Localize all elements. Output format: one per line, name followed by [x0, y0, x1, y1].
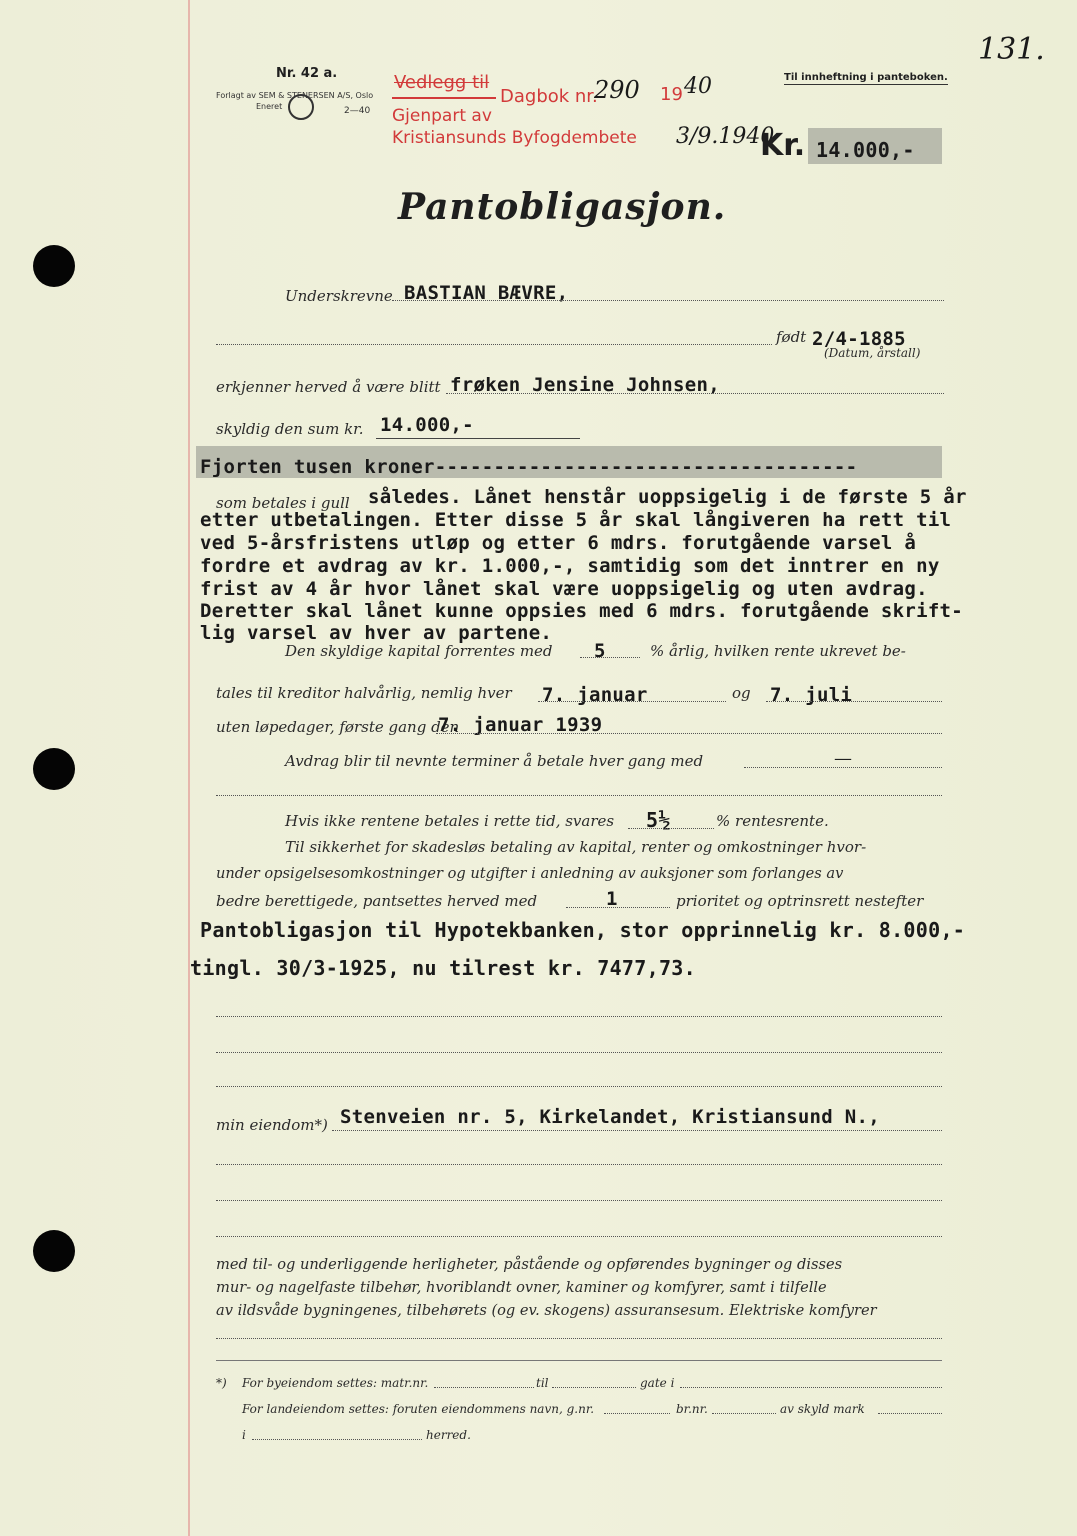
installment-line-2	[216, 795, 942, 796]
footnote-herred-line	[252, 1439, 422, 1440]
stamp-dagbok-label: Dagbok nr.	[500, 86, 598, 107]
footnote-city-c: gate i	[640, 1376, 675, 1390]
penalty-line	[628, 828, 714, 829]
creditor-label: erkjenner herved å være blitt	[216, 378, 441, 396]
property-line	[332, 1130, 942, 1131]
sum-words: Fjorten tusen kroner------------------------------------	[200, 456, 858, 478]
blank-line-2	[216, 1052, 942, 1053]
prior-line-1: Pantobligasjon til Hypotekbanken, stor opprinnelig kr. 8.000,-	[200, 918, 966, 942]
security-line-2: under opsigelsesomkostninger og utgifter i anledning av auksjoner som forlanges av	[216, 865, 844, 882]
pay-date-1: 7. januar	[542, 684, 648, 706]
priority-value: 1	[606, 888, 618, 910]
form-number: Nr. 42 a.	[276, 66, 338, 81]
payment-label: som betales i gull	[216, 494, 350, 512]
footnote-rural-line-2	[712, 1413, 776, 1414]
rights-note: Eneret	[256, 102, 283, 111]
security-line-1: Til sikkerhet for skadesløs betaling av kapital, renter og omkostninger hvor-	[285, 838, 867, 856]
installment-value: —	[834, 748, 852, 769]
blank-line-3	[216, 1086, 942, 1087]
pay-date-2: 7. juli	[770, 684, 853, 706]
priority-label-a: bedre berettigede, pantsettes herved med	[216, 892, 538, 910]
edition: 2—40	[344, 106, 371, 116]
stamp-vedlegg-struck: Vedlegg til	[394, 72, 490, 93]
born-hint: (Datum, årstall)	[824, 346, 921, 360]
appurtenance-line-1: med til- og underliggende herligheter, påstående og opførendes bygninger og disses	[216, 1256, 843, 1273]
sum-line	[376, 438, 580, 439]
payment-line-4: fordre et avdrag av kr. 1.000,-, samtidig som det inntrer en ny	[200, 555, 940, 577]
footnote-city-line-2	[552, 1387, 636, 1388]
penalty-label-a: Hvis ikke rentene betales i rette tid, svares	[285, 812, 615, 830]
creditor-name: frøken Jensine Johnsen,	[450, 374, 720, 396]
blank-line-6	[216, 1236, 942, 1237]
interest-label-a: Den skyldige kapital forrentes med	[285, 642, 553, 660]
undersigned-name: BASTIAN BÆVRE,	[404, 282, 569, 304]
pay-date-1-line	[538, 701, 726, 702]
payment-line-7: lig varsel av hver av partene.	[200, 622, 553, 644]
footnote-rural-c: av skyld mark	[780, 1402, 865, 1416]
publisher-logo-icon	[288, 94, 314, 120]
sum-label: skyldig den sum kr.	[216, 420, 364, 438]
appurtenance-line-3: av ildsvåde bygningenes, tilbehørets (og ev. skogens) assuransesum. Elektriske komfyrer	[216, 1302, 877, 1319]
year-hand: 40	[684, 74, 712, 99]
property-label: min eiendom*)	[216, 1116, 328, 1134]
stamp-year: 19	[660, 84, 683, 105]
punch-hole-top	[33, 245, 75, 287]
footnote-rural-a: For landeiendom settes: foruten eiendommens navn, g.nr.	[242, 1402, 595, 1416]
payment-line-1: således. Lånet henstår uoppsigelig i de første 5 år	[368, 486, 967, 508]
priority-label-b: prioritet og optrinsrett nestefter	[676, 892, 924, 910]
pay-label: tales til kreditor halvårlig, nemlig hver	[216, 684, 512, 702]
installment-label: Avdrag blir til nevnte terminer å betale hver gang med	[285, 752, 704, 770]
footnote-herred: herred.	[426, 1428, 471, 1442]
first-line	[436, 733, 942, 734]
amount-value: 14.000,-	[816, 138, 915, 162]
punch-hole-bottom	[33, 1230, 75, 1272]
undersigned-line	[392, 300, 944, 301]
footnote-rule	[216, 1360, 942, 1361]
priority-line	[566, 907, 670, 908]
footnote-rural-line-1	[604, 1413, 670, 1414]
blank-line-4	[216, 1164, 942, 1165]
sum-value: 14.000,-	[380, 414, 474, 436]
appurtenance-line-2: mur- og nagelfaste tilbehør, hvoriblandt ovner, kaminer og komfyrer, samt i tilfelle	[216, 1279, 827, 1296]
payment-line-5: frist av 4 år hvor lånet skal være uoppsigelig og uten avdrag.	[200, 578, 928, 600]
pay-og: og	[732, 684, 751, 702]
footnote-city-a: For byeiendom settes: matr.nr.	[242, 1376, 429, 1390]
born-date: 2/4-1885	[812, 328, 906, 350]
first-label: uten løpedager, første gang den	[216, 718, 460, 736]
amount-currency: Kr.	[760, 128, 806, 163]
footnote-i: i	[242, 1428, 246, 1442]
footnote-rural-line-3	[878, 1413, 942, 1414]
footnote-city-line-1	[434, 1387, 534, 1388]
first-date: 7. januar 1939	[438, 714, 603, 736]
interest-label-b: % årlig, hvilken rente ukrevet be-	[650, 642, 906, 660]
creditor-line	[446, 393, 944, 394]
footnote-city-line-3	[680, 1387, 942, 1388]
document-title: Pantobligasjon.	[398, 186, 727, 228]
payment-line-2: etter utbetalingen. Etter disse 5 år skal långiveren ha rett til	[200, 509, 952, 531]
footnote-city-b: til	[536, 1376, 549, 1390]
punch-hole-middle	[33, 748, 75, 790]
margin-rule	[188, 0, 190, 1536]
penalty-label-b: % rentesrente.	[716, 812, 829, 830]
born-label: født	[776, 328, 807, 346]
interest-line	[580, 657, 640, 658]
footnote-mark: *)	[216, 1376, 227, 1390]
blank-line-1	[216, 1016, 942, 1017]
stamp-date: 3/9.1940	[676, 124, 775, 149]
installment-line	[744, 767, 942, 768]
page-number: 131.	[978, 32, 1045, 67]
property-value: Stenveien nr. 5, Kirkelandet, Kristiansund N.,	[340, 1106, 880, 1128]
stamp-gjenpart: Gjenpart av	[392, 106, 492, 126]
dagbok-number: 290	[594, 76, 640, 104]
footnote-rural-b: br.nr.	[676, 1402, 708, 1416]
stamp-underline	[392, 97, 496, 99]
penalty-value: 5½	[646, 808, 671, 832]
publisher: Forlagt av SEM & STENERSEN A/S, Oslo	[216, 91, 374, 100]
interest-value: 5	[594, 640, 606, 662]
prior-line-2: tingl. 30/3-1925, nu tilrest kr. 7477,73.	[190, 956, 696, 980]
blank-line-7	[216, 1338, 942, 1339]
pay-date-2-line	[766, 701, 942, 702]
binding-note: Til innheftning i panteboken.	[784, 72, 948, 83]
stamp-office: Kristiansunds Byfogdembete	[392, 128, 637, 148]
blank-line-5	[216, 1200, 942, 1201]
payment-line-6: Deretter skal lånet kunne oppsies med 6 mdrs. forutgående skrift-	[200, 600, 964, 622]
born-blank-line	[216, 344, 772, 345]
undersigned-label: Underskrevne	[285, 287, 393, 305]
payment-line-3: ved 5-årsfristens utløp og etter 6 mdrs. forutgående varsel å	[200, 532, 917, 554]
